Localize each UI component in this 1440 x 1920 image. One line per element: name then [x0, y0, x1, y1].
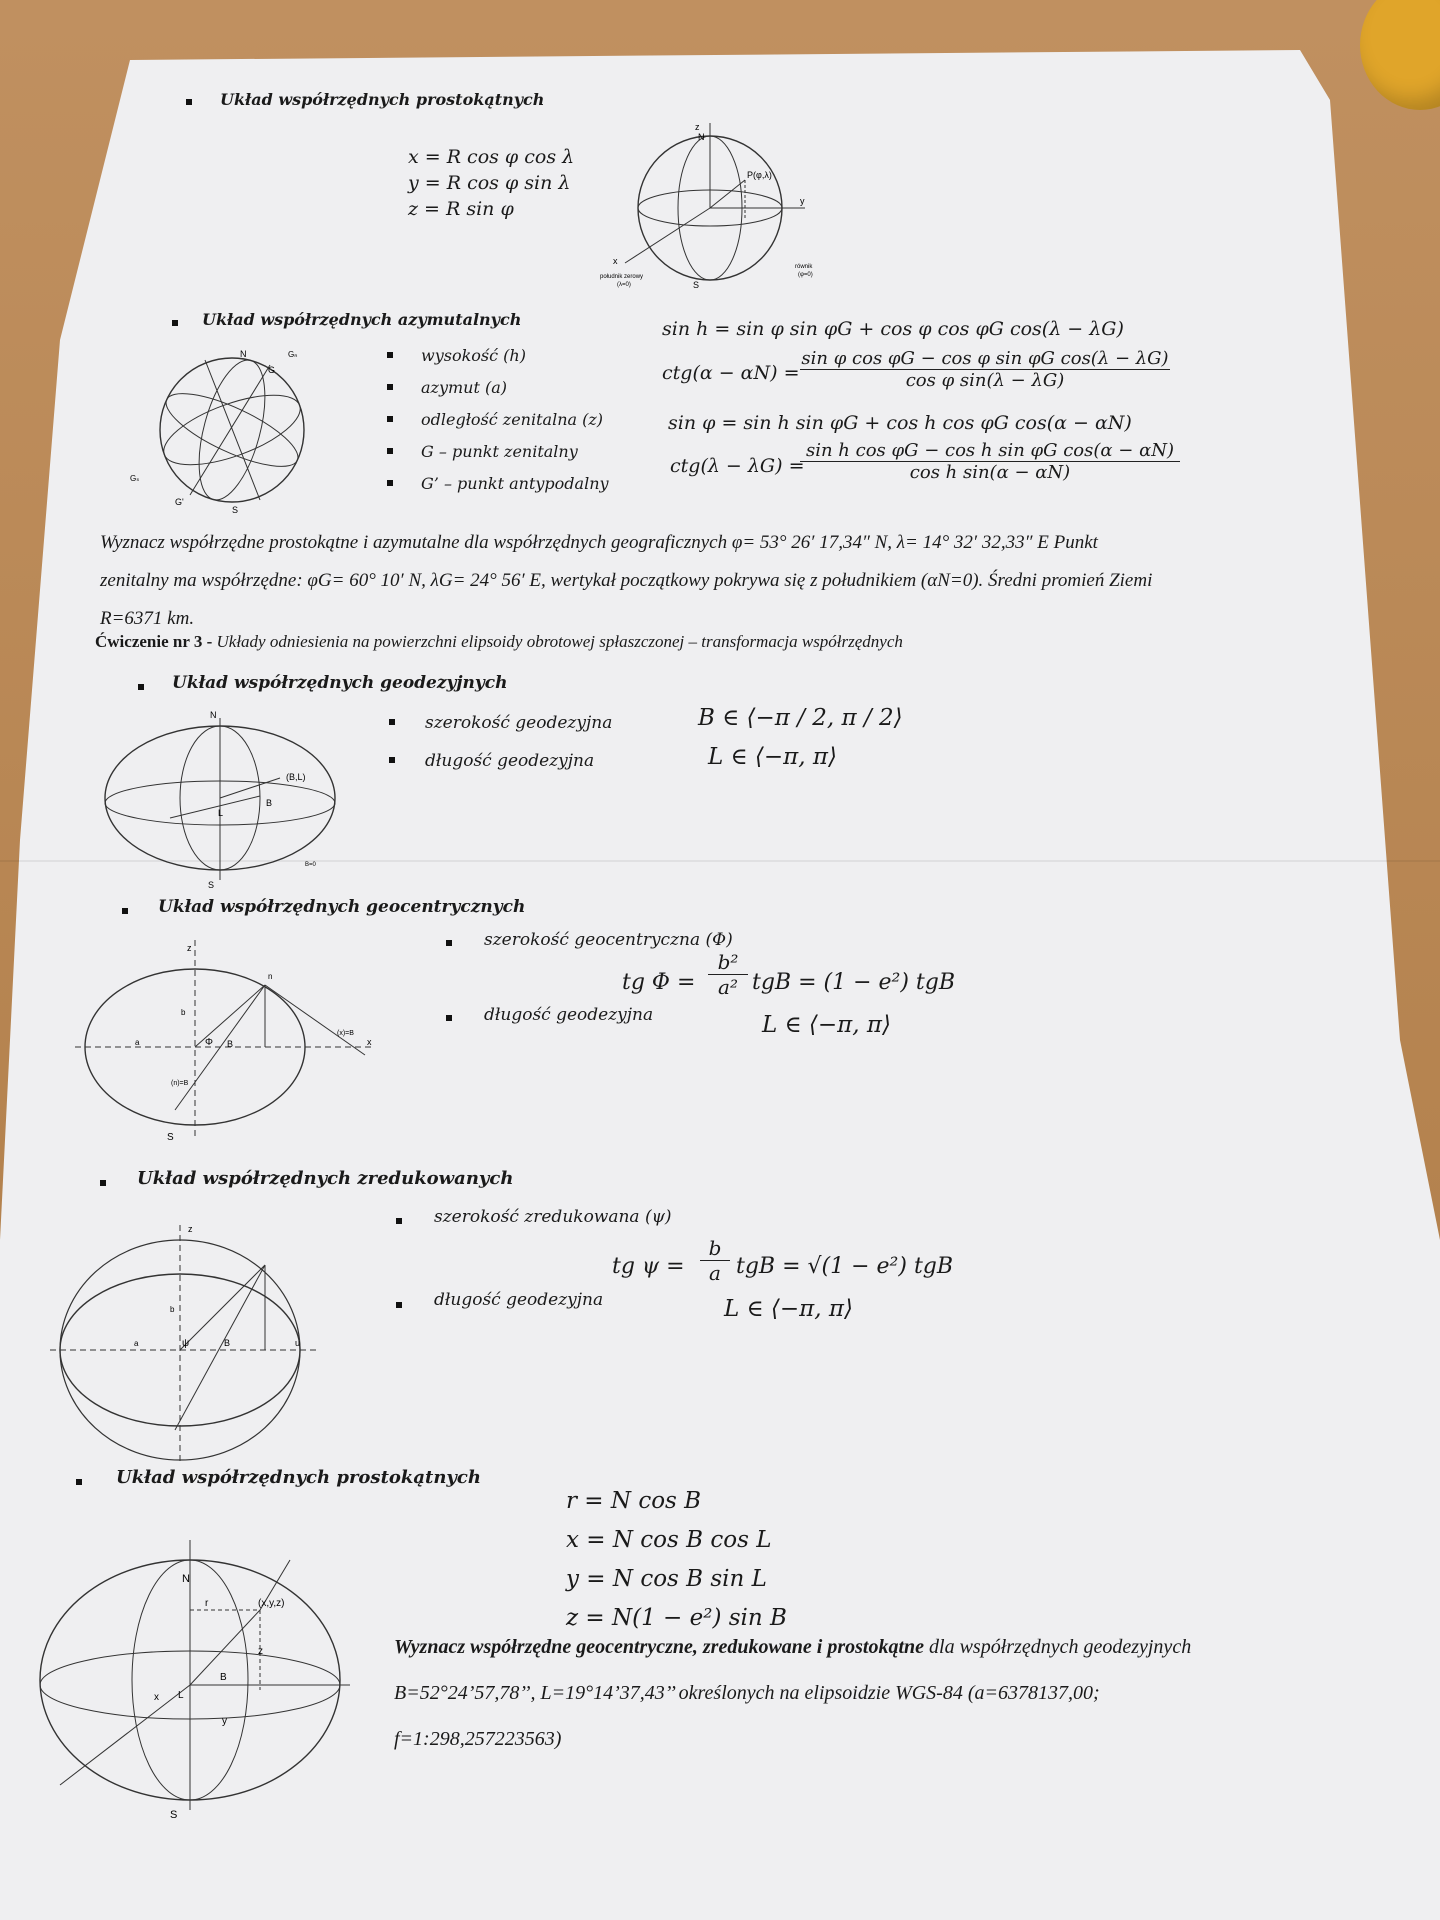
equation: B ∈ ⟨−π / 2, π / 2⟩ [698, 705, 903, 731]
pole-label: N [182, 1573, 190, 1585]
task-paragraph [100, 524, 1330, 638]
list-item: długość geodezyjna [434, 1290, 604, 1310]
equation-block [408, 144, 574, 222]
point-label: P(φ,λ) [747, 170, 772, 180]
denominator: cos φ sin(λ − λG) [905, 370, 1065, 391]
axis-label: y [800, 196, 805, 206]
bullet [100, 1180, 106, 1186]
equation: r = N cos B [566, 1488, 702, 1514]
list-item: szerokość geodezyjna [385, 704, 612, 742]
point-label: n [268, 972, 273, 981]
task-line: zenitalny ma współrzędne: φG= 60° 10′ N, λG= 24° 56′ E, wertykał początkowy pokrywa się z południkiem (αN=0). Średni promień Ziemi [100, 570, 1153, 591]
denominator: a² [718, 975, 738, 999]
section-title: Układ współrzędnych prostokątnych [220, 90, 545, 109]
axis-label: z [188, 1224, 193, 1234]
equation: y = R cos φ sin λ [408, 172, 571, 194]
equation: z = N(1 − e²) sin B [566, 1605, 787, 1631]
point-label: G [268, 365, 276, 375]
pole-label: N [240, 349, 247, 359]
list-item: odległość zenitalna (z) [385, 404, 609, 436]
angle-label: (x)=B [337, 1030, 354, 1037]
pole-label: S [208, 880, 215, 888]
axis-label: x [154, 1692, 159, 1703]
angle-label: B [224, 1338, 231, 1348]
equation: L ∈ ⟨−π, π⟩ [708, 744, 837, 770]
point-label: Gₙ [288, 350, 298, 359]
axis-label: z [258, 1646, 263, 1657]
point-label: G' [175, 497, 184, 507]
bullet [138, 684, 144, 690]
pole-label: N [698, 132, 705, 142]
equation-rhs: tgB = (1 − e²) tgB [752, 970, 956, 995]
equator-label: równik [795, 264, 813, 270]
exercise-label: Ćwiczenie nr 3 - [95, 632, 213, 651]
bullet [172, 320, 178, 326]
fraction [708, 950, 748, 999]
ellipse-diagram [75, 935, 385, 1145]
radius-label: r [205, 1598, 209, 1609]
equation-lhs: ctg(λ − λG) = [670, 455, 805, 477]
angle-label: L [178, 1690, 184, 1701]
semi-axis-label: a [134, 1339, 139, 1348]
angle-label: L [218, 808, 224, 818]
list-item: długość geodezyjna [385, 742, 612, 780]
pole-label: S [167, 1132, 174, 1143]
semi-axis-label: b [181, 1008, 186, 1017]
equation-block [566, 1482, 787, 1638]
numerator: sin h cos φG − cos h sin φG cos(α − αN) [806, 440, 1174, 461]
denominator: cos h sin(α − αN) [909, 462, 1071, 483]
pole-label: S [693, 280, 700, 288]
equation: L ∈ ⟨−π, π⟩ [724, 1296, 853, 1322]
equation-lhs: tg Φ = [622, 970, 696, 995]
equation: sin h = sin φ sin φG + cos φ cos φG cos(λ − λG) [662, 318, 1124, 340]
axis-label: y [222, 1716, 227, 1727]
meridian-label: południk zerowy [600, 274, 644, 280]
numerator: sin φ cos φG − cos φ sin φG cos(λ − λG) [801, 348, 1169, 369]
fraction [800, 440, 1180, 483]
equator-label: B=0 [305, 862, 316, 868]
exercise-title: Układy odniesienia na powierzchni elipsoidy obrotowej spłaszczonej – transformacja współrzędnych [216, 632, 903, 651]
equator-label: (φ=0) [798, 272, 813, 278]
bullet [186, 99, 192, 105]
item-list [385, 704, 612, 780]
section-title: Układ współrzędnych azymutalnych [202, 310, 522, 329]
ellipsoid-diagram [30, 1530, 370, 1820]
bullet [122, 908, 128, 914]
equation: z = R sin φ [408, 198, 514, 220]
task-paragraph [394, 1624, 1424, 1762]
bullet [76, 1479, 82, 1485]
ellipse-diagram [50, 1220, 340, 1470]
semi-axis-label: b [170, 1305, 175, 1314]
fraction [700, 1236, 730, 1285]
numerator: b² [717, 950, 739, 974]
list-item: G – punkt zenitalny [385, 436, 609, 468]
list-item: azymut (a) [385, 372, 609, 404]
bullet [396, 1218, 402, 1224]
axis-label: x [367, 1037, 372, 1047]
equation-rhs: tgB = √(1 − e²) tgB [736, 1254, 954, 1279]
task-line: Wyznacz współrzędne prostokątne i azymutalne dla współrzędnych geograficznych φ= 53° 26′ 17,34″ N, λ= 14° 32′ 32,33″ E Punkt [100, 532, 1098, 553]
sphere-diagram [595, 118, 835, 288]
task-line: Wyznacz współrzędne geocentryczne, zredukowane i prostokątne dla współrzędnych geodezyjnych [394, 1636, 1192, 1658]
angle-label: ψ [182, 1338, 190, 1349]
section-title: Układ współrzędnych geodezyjnych [172, 673, 508, 693]
equation-lhs: ctg(α − αN) = [662, 362, 800, 384]
meridian-label: (λ=0) [617, 282, 631, 288]
ellipsoid-diagram [90, 708, 350, 888]
section-title: Układ współrzędnych geocentrycznych [158, 897, 526, 917]
bullet [446, 940, 452, 946]
list-item: szerokość geocentryczna (Φ) [484, 930, 733, 950]
point-label: (x,y,z) [258, 1598, 285, 1609]
list-item: szerokość zredukowana (ψ) [434, 1207, 672, 1227]
task-line: f=1:298,257223563) [394, 1728, 562, 1750]
equation: x = R cos φ cos λ [408, 146, 575, 168]
list-item: długość geodezyjna [484, 1005, 654, 1025]
fraction [800, 348, 1170, 391]
numerator: b [708, 1236, 722, 1260]
pole-label: N [210, 710, 217, 720]
pole-label: S [170, 1809, 178, 1820]
axis-label: x [613, 256, 618, 266]
exercise-heading [95, 632, 903, 652]
equation: sin φ = sin h sin φG + cos h cos φG cos(α − αN) [668, 412, 1132, 434]
angle-label: (n)=B [171, 1080, 189, 1087]
pole-label: S [232, 505, 239, 515]
denominator: a [709, 1261, 721, 1285]
angle-label: Φ [205, 1037, 213, 1048]
equation: L ∈ ⟨−π, π⟩ [762, 1012, 891, 1038]
axis-label: z [695, 122, 700, 132]
equation: x = N cos B cos L [566, 1527, 772, 1553]
equation: y = N cos B sin L [566, 1566, 767, 1592]
item-list [385, 340, 609, 500]
angle-label: B [220, 1672, 227, 1683]
axis-label: u [295, 1338, 301, 1348]
section-title: Układ współrzędnych prostokątnych [116, 1467, 481, 1488]
point-label: (B,L) [286, 772, 306, 782]
list-item: wysokość (h) [385, 340, 609, 372]
bullet [446, 1015, 452, 1021]
semi-axis-label: a [135, 1038, 140, 1047]
list-item: G’ – punkt antypodalny [385, 468, 609, 500]
sphere-diagram [120, 345, 340, 515]
task-line: B=52°24’57,78’’, L=19°14’37,43’’ określonych na elipsoidzie WGS-84 (a=6378137,00; [394, 1682, 1100, 1704]
bullet [396, 1302, 402, 1308]
angle-label: B [266, 798, 273, 808]
angle-label: B [227, 1039, 234, 1049]
section-title: Układ współrzędnych zredukowanych [137, 1168, 514, 1189]
point-label: Gₛ [130, 474, 140, 483]
task-line: R=6371 km. [100, 608, 195, 629]
equation-lhs: tg ψ = [612, 1254, 685, 1279]
axis-label: z [187, 943, 192, 953]
